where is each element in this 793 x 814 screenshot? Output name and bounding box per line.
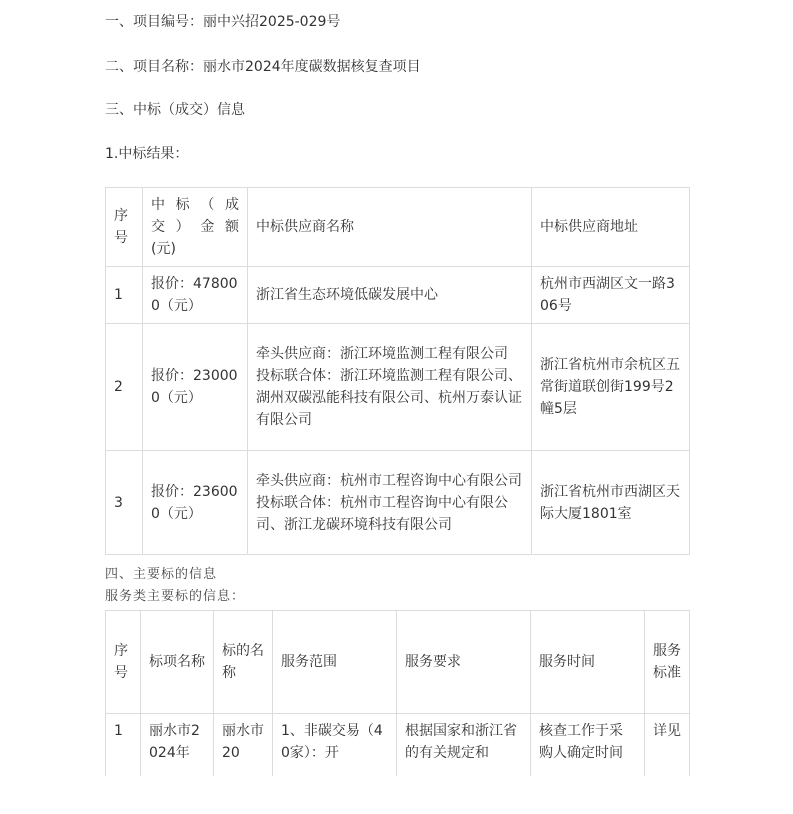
header-no: 序号 [106,611,141,714]
main-subject-heading: 四、主要标的信息 [105,567,218,582]
supplier-consortium: 投标联合体：杭州市工程咨询中心有限公司、浙江龙碳环境科技有限公司 [256,494,508,533]
row-scope: 1、非碳交易（40家）：开 [273,714,397,794]
row-supplier [248,451,532,555]
result-heading: 1.中标结果： [105,146,189,162]
table-row [106,324,690,451]
row-subject-name: 丽水市20 [214,714,273,794]
row-no: 2 [106,324,143,451]
page-bottom-cutoff [0,776,793,814]
header-standard: 服务标准 [645,611,690,714]
award-table-header [106,188,690,267]
header-address: 中标供应商地址 [532,188,690,267]
award-info-heading: 三、中标（成交）信息 [105,102,245,118]
row-no: 1 [106,714,141,794]
row-supplier [248,324,532,451]
project-name: 二、项目名称：丽水市2024年度碳数据核复查项目 [105,59,421,75]
row-amount: 报价：230000（元） [143,324,248,451]
row-address: 杭州市西湖区文一路306号 [532,267,690,324]
row-amount: 报价：478000（元） [143,267,248,324]
row-item-name: 丽水市2024年 [141,714,214,794]
row-no: 1 [106,267,143,324]
supplier-consortium: 投标联合体：浙江环境监测工程有限公司、湖州双碳泓能科技有限公司、杭州万泰认证有限公司 [256,368,522,428]
supplier-lead: 牵头供应商：杭州市工程咨询中心有限公司 [256,472,522,489]
project-number: 一、项目编号：丽中兴招2025-029号 [105,14,341,30]
header-amount [143,188,248,267]
header-scope: 服务范围 [273,611,397,714]
header-amount-line-2: 交 ） 金 额 [151,219,239,235]
header-item-name: 标项名称 [141,611,214,714]
row-amount: 报价：236000（元） [143,451,248,555]
service-table [105,610,690,794]
supplier-lead: 牵头供应商：浙江环境监测工程有限公司 [256,346,508,362]
table-row [106,451,690,555]
header-no: 序号 [106,188,143,267]
header-requirement: 服务要求 [397,611,531,714]
header-amount-line-1: 中 标 （ 成 [151,197,239,213]
header-amount-line-3: (元) [151,241,176,257]
award-table [105,187,690,555]
row-address: 浙江省杭州市余杭区五常街道联创街199号2幢5层 [532,324,690,451]
row-requirement: 根据国家和浙江省的有关规定和 [397,714,531,794]
row-address: 浙江省杭州市西湖区天际大厦1801室 [532,451,690,555]
row-time: 核查工作于采购人确定时间 [531,714,645,794]
header-time: 服务时间 [531,611,645,714]
row-no: 3 [106,451,143,555]
service-subject-heading: 服务类主要标的信息： [105,589,246,604]
header-subject-name: 标的名称 [214,611,273,714]
header-supplier: 中标供应商名称 [248,188,532,267]
service-table-header [106,611,690,714]
table-row [106,267,690,324]
row-standard: 详见 [645,714,690,794]
row-supplier: 浙江省生态环境低碳发展中心 [248,267,532,324]
